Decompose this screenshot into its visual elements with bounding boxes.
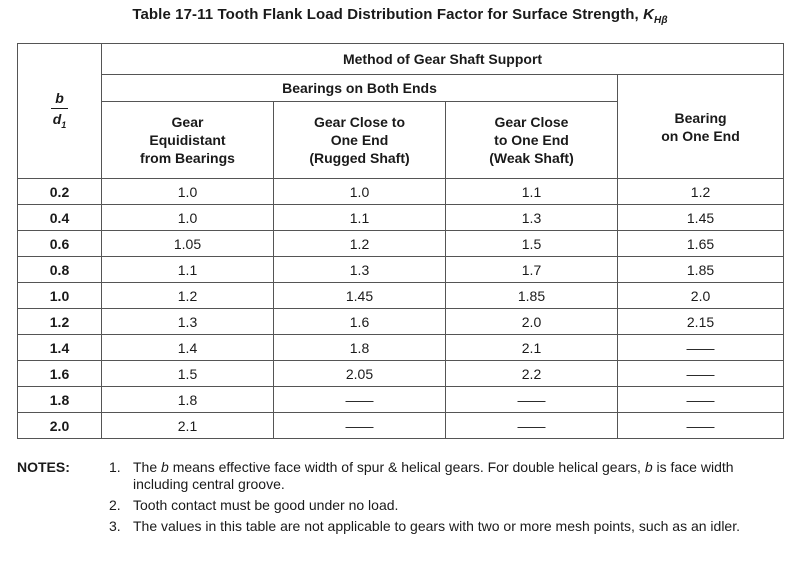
table-title (0, 6, 800, 26)
one-end-cell: —— (618, 413, 784, 439)
ratio-cell: 1.8 (18, 387, 102, 413)
rugged-shaft-cell: —— (274, 413, 446, 439)
table-row (18, 205, 784, 231)
ratio-cell: 2.0 (18, 413, 102, 439)
equidistant-cell: 1.05 (102, 231, 274, 257)
equidistant-cell: 1.5 (102, 361, 274, 387)
table-body (18, 179, 784, 439)
ratio-header (18, 44, 102, 179)
title-symbol: K (643, 6, 655, 23)
rugged-shaft-cell: —— (274, 387, 446, 413)
weak-shaft-cell: 1.5 (446, 231, 618, 257)
load-distribution-table (17, 43, 784, 439)
note-number: 3. (109, 518, 121, 534)
note-3 (109, 518, 749, 535)
weak-shaft-cell: 1.1 (446, 179, 618, 205)
note-1 (109, 459, 749, 493)
equidistant-cell: 1.0 (102, 205, 274, 231)
rugged-shaft-cell: 1.0 (274, 179, 446, 205)
ratio-cell: 0.2 (18, 179, 102, 205)
note-1-text-b: means effective face width of spur & helical gears. For double helical gears, (168, 459, 645, 475)
one-end-cell: 1.85 (618, 257, 784, 283)
ratio-cell: 1.2 (18, 309, 102, 335)
note-number: 1. (109, 459, 121, 475)
table-row (18, 309, 784, 335)
table-row (18, 361, 784, 387)
rugged-shaft-cell: 1.6 (274, 309, 446, 335)
equidistant-cell: 1.0 (102, 179, 274, 205)
equidistant-cell: 1.2 (102, 283, 274, 309)
table-row (18, 413, 784, 439)
note-2 (109, 497, 749, 514)
equidistant-cell: 1.4 (102, 335, 274, 361)
weak-shaft-header: Gear Close to One End (Weak Shaft) (446, 102, 618, 179)
weak-shaft-cell: 2.2 (446, 361, 618, 387)
one-end-cell: —— (618, 387, 784, 413)
table-row (18, 387, 784, 413)
note-1-text-c: is face width including central groove. (133, 459, 734, 492)
rugged-shaft-header: Gear Close to One End (Rugged Shaft) (274, 102, 446, 179)
note-2-text: Tooth contact must be good under no load. (133, 497, 399, 513)
ratio-cell: 1.0 (18, 283, 102, 309)
weak-shaft-cell: 1.7 (446, 257, 618, 283)
one-end-header: Bearing on One End (618, 75, 784, 179)
rugged-shaft-cell: 2.05 (274, 361, 446, 387)
table-row (18, 283, 784, 309)
ratio-cell: 1.4 (18, 335, 102, 361)
one-end-cell: 1.65 (618, 231, 784, 257)
table-row (18, 231, 784, 257)
equidistant-cell: 1.3 (102, 309, 274, 335)
one-end-cell: 2.15 (618, 309, 784, 335)
equidistant-cell: 2.1 (102, 413, 274, 439)
weak-shaft-cell: 2.0 (446, 309, 618, 335)
one-end-cell: —— (618, 335, 784, 361)
rugged-shaft-cell: 1.45 (274, 283, 446, 309)
ratio-cell: 0.4 (18, 205, 102, 231)
fraction-numerator: b (51, 89, 68, 109)
note-1-text-a: The (133, 459, 162, 475)
title-symbol-subscript: Hβ (654, 15, 668, 26)
ratio-cell: 0.6 (18, 231, 102, 257)
weak-shaft-cell: —— (446, 387, 618, 413)
table-row (18, 179, 784, 205)
weak-shaft-cell: —— (446, 413, 618, 439)
equidistant-header: Gear Equidistant from Bearings (102, 102, 274, 179)
method-header: Method of Gear Shaft Support (102, 44, 784, 75)
rugged-shaft-cell: 1.8 (274, 335, 446, 361)
one-end-cell: 1.2 (618, 179, 784, 205)
one-end-cell: —— (618, 361, 784, 387)
weak-shaft-cell: 1.3 (446, 205, 618, 231)
b-over-d1-fraction (51, 89, 68, 134)
one-end-cell: 1.45 (618, 205, 784, 231)
table-row (18, 257, 784, 283)
rugged-shaft-cell: 1.1 (274, 205, 446, 231)
rugged-shaft-cell: 1.3 (274, 257, 446, 283)
equidistant-cell: 1.8 (102, 387, 274, 413)
note-1-symbol-b: b (161, 459, 169, 475)
rugged-shaft-cell: 1.2 (274, 231, 446, 257)
note-number: 2. (109, 497, 121, 513)
note-3-text: The values in this table are not applicable to gears with two or more mesh points, such as an idler. (133, 518, 740, 534)
one-end-cell: 2.0 (618, 283, 784, 309)
table-row (18, 335, 784, 361)
equidistant-cell: 1.1 (102, 257, 274, 283)
fraction-denominator-subscript: 1 (61, 119, 67, 130)
fraction-denominator: d (52, 110, 62, 127)
ratio-cell: 1.6 (18, 361, 102, 387)
weak-shaft-cell: 2.1 (446, 335, 618, 361)
notes-label: NOTES: (17, 459, 70, 475)
weak-shaft-cell: 1.85 (446, 283, 618, 309)
ratio-cell: 0.8 (18, 257, 102, 283)
note-1-symbol-b2: b (644, 459, 653, 475)
both-ends-header: Bearings on Both Ends (102, 75, 618, 102)
title-text: Table 17-11 Tooth Flank Load Distribution Factor for Surface Strength, (132, 6, 644, 23)
